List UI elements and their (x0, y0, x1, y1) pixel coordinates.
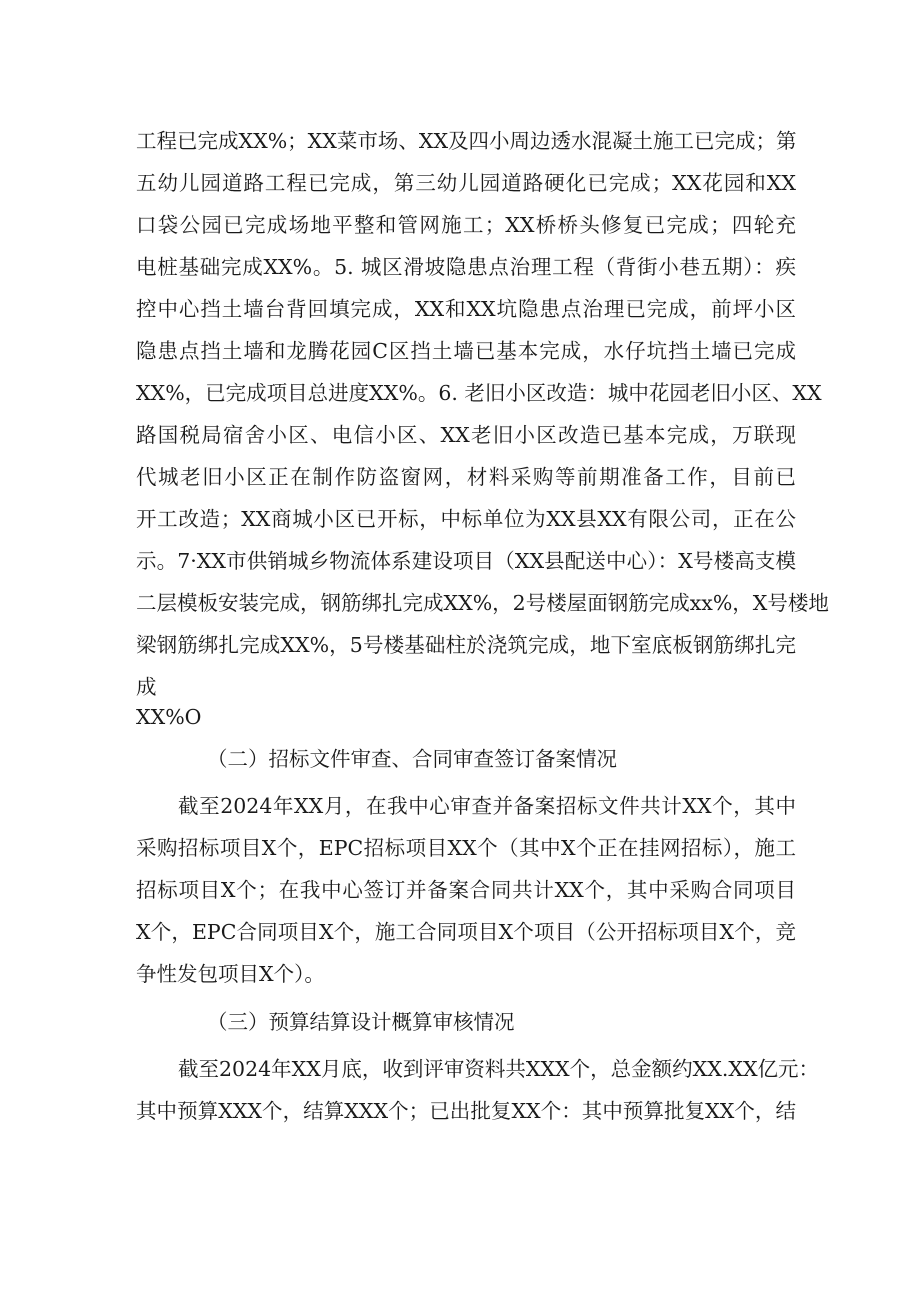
paragraph-line: 隐患点挡土墙和龙腾花园C区挡土墙已基本完成，水仔坑挡土墙已完成 (136, 339, 796, 363)
paragraph-line: XX%O (136, 705, 202, 729)
section-heading: （二）招标文件审查、合同审查签订备案情况 (207, 747, 617, 771)
paragraph-line: 代城老旧小区正在制作防盗窗网，材料采购等前期准备工作，目前已 (136, 465, 796, 489)
paragraph-line: 采购招标项目X个，EPC招标项目XX个（其中X个正在挂网招标），施工 (136, 836, 796, 860)
paragraph-line: X个，EPC合同项目X个，施工合同项目X个项目（公开招标项目X个，竞 (136, 920, 796, 944)
paragraph-line: 截至2024年XX月，在我中心审查并备案招标文件共计XX个，其中 (178, 794, 796, 818)
paragraph-line: 控中心挡土墙台背回填完成，XX和XX坑隐患点治理已完成，前坪小区 (136, 297, 796, 321)
paragraph-line: 电桩基础完成XX%。5. 城区滑坡隐患点治理工程（背街小巷五期）：疾 (136, 255, 796, 279)
paragraph-line: 口袋公园已完成场地平整和管网施工；XX桥桥头修复已完成；四轮充 (136, 213, 796, 237)
paragraph-line: 示。7·XX市供销城乡物流体系建设项目（XX县配送中心）：X号楼高支模 (136, 549, 796, 573)
paragraph-line: 二层模板安装完成，钢筋绑扎完成XX%，2号楼屋面钢筋完成xx%，X号楼地 (136, 591, 829, 615)
paragraph-line: 其中预算XXX个，结算XXX个；已出批复XX个：其中预算批复XX个，结 (136, 1099, 796, 1123)
section-heading: （三）预算结算设计概算审核情况 (207, 1010, 515, 1034)
paragraph-line: XX%，已完成项目总进度XX%。6. 老旧小区改造：城中花园老旧小区、XX (136, 381, 822, 405)
paragraph-line: 截至2024年XX月底，收到评审资料共XXX个，总金额约XX.XX亿元： (178, 1057, 820, 1081)
paragraph-line: 招标项目X个；在我中心签订并备案合同共计XX个，其中采购合同项目 (136, 878, 796, 902)
paragraph-line: 工程已完成XX%；XX菜市场、XX及四小周边透水混凝土施工已完成；第 (136, 129, 797, 153)
paragraph-line: 成 (136, 675, 157, 699)
paragraph-line: 争性发包项目X个）。 (136, 962, 325, 986)
paragraph-line: 开工改造；XX商城小区已开标，中标单位为XX县XX有限公司，正在公 (136, 507, 796, 531)
paragraph-line: 五幼儿园道路工程已完成，第三幼儿园道路硬化已完成；XX花园和XX (136, 171, 796, 195)
paragraph-line: 路国税局宿舍小区、电信小区、XX老旧小区改造已基本完成，万联现 (136, 423, 796, 447)
paragraph-line: 梁钢筋绑扎完成XX%，5号楼基础柱於浇筑完成，地下室底板钢筋绑扎完 (136, 633, 796, 657)
